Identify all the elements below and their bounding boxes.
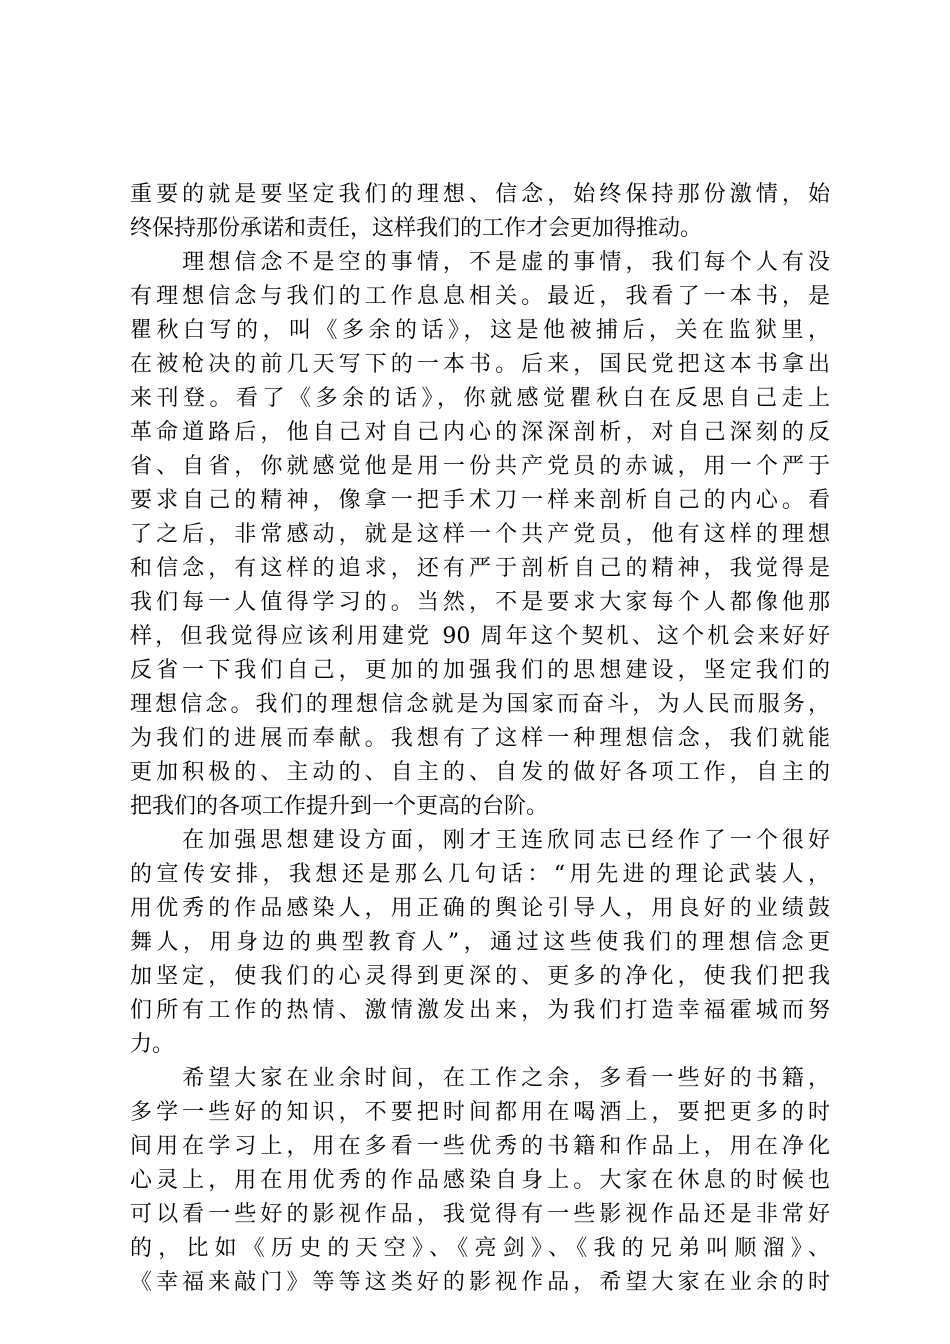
text-line: 可以看一些好的影视作品，我觉得有一些影视作品还是非常好: [130, 1202, 830, 1227]
text-line: 加坚定，使我们的心灵得到更深的、更多的净化，使我们把我: [130, 964, 830, 989]
text-line: 用优秀的作品感染人，用正确的舆论引导人，用良好的业绩鼓: [130, 896, 830, 921]
text-line: 有理想信念与我们的工作息息相关。最近，我看了一本书，是: [130, 284, 830, 309]
text-line: 革命道路后，他自己对自己内心的深深剖析，对自己深刻的反: [130, 420, 830, 445]
paragraph: [130, 824, 830, 1062]
text-line: 在被枪决的前几天写下的一本书。后来，国民党把这本书拿出: [130, 352, 830, 377]
text-line: 和信念，有这样的追求，还有严于剖析自己的精神，我觉得是: [130, 556, 830, 581]
text-line: 来刊登。看了《多余的话》，你就感觉瞿秋白在反思自己走上: [130, 386, 830, 411]
body-text: [130, 178, 830, 1300]
text-line: 把我们的各项工作提升到一个更高的台阶。: [130, 794, 549, 819]
text-line: 更加积极的、主动的、自主的、自发的做好各项工作，自主的: [130, 760, 830, 785]
text-line: 理想信念。我们的理想信念就是为国家而奋斗，为人民而服务，: [130, 692, 830, 717]
text-line: 们所有工作的热情、激情激发出来，为我们打造幸福霍城而努: [130, 998, 830, 1023]
text-line: 为我们的进展而奉献。我想有了这样一种理想信念，我们就能: [130, 726, 830, 751]
text-line: 多学一些好的知识，不要把时间都用在喝酒上，要把更多的时: [130, 1100, 830, 1125]
text-line: 反省一下我们自己，更加的加强我们的思想建设，坚定我们的: [130, 658, 830, 683]
text-line: 在加强思想建设方面，刚才王连欣同志已经作了一个很好: [130, 828, 830, 853]
text-line: 我们每一人值得学习的。当然，不是要求大家每个人都像他那: [130, 590, 830, 615]
text-line: 的宣传安排，我想还是那么几句话：“用先进的理论武装人，: [130, 862, 830, 887]
text-line: 了之后，非常感动，就是这样一个共产党员，他有这样的理想: [130, 522, 830, 547]
paragraph: [130, 1062, 830, 1300]
paragraph: [130, 246, 830, 824]
text-line: 的，比如《历史的天空》、《亮剑》、《我的兄弟叫顺溜》、: [130, 1236, 830, 1261]
text-line: 样，但我觉得应该利用建党 90 周年这个契机、这个机会来好好: [130, 624, 830, 649]
text-line: 瞿秋白写的，叫《多余的话》，这是他被捕后，关在监狱里，: [130, 318, 830, 343]
text-line: 希望大家在业余时间，在工作之余，多看一些好的书籍，: [130, 1066, 830, 1091]
text-line: 重要的就是要坚定我们的理想、信念，始终保持那份激情，始: [130, 182, 830, 207]
text-line: 终保持那份承诺和责任，这样我们的工作才会更加得推动。: [130, 216, 703, 241]
text-line: 要求自己的精神，像拿一把手术刀一样来剖析自己的内心。看: [130, 488, 830, 513]
text-line: 心灵上，用在用优秀的作品感染自身上。大家在休息的时候也: [130, 1168, 830, 1193]
text-line: 舞人，用身边的典型教育人”，通过这些使我们的理想信念更: [130, 930, 830, 955]
text-line: 《幸福来敲门》等等这类好的影视作品，希望大家在业余的时: [130, 1270, 830, 1295]
text-line: 理想信念不是空的事情，不是虚的事情，我们每个人有没: [130, 250, 830, 275]
text-line: 间用在学习上，用在多看一些优秀的书籍和作品上，用在净化: [130, 1134, 830, 1159]
paragraph: [130, 178, 830, 246]
text-line: 力。: [130, 1032, 175, 1057]
text-line: 省、自省，你就感觉他是用一份共产党员的赤诚，用一个严于: [130, 454, 830, 479]
